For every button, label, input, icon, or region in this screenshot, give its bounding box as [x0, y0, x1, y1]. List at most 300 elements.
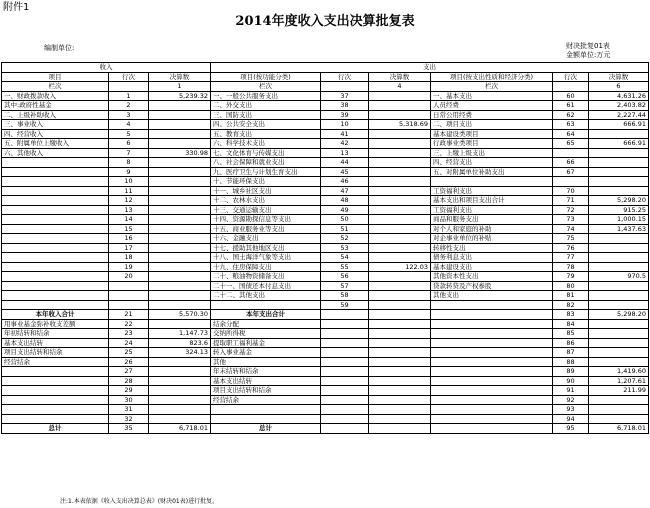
income-item-cell — [2, 291, 109, 301]
function-item-cell: 十六、金融支出 — [211, 234, 321, 244]
income-line-cell: 27 — [109, 367, 149, 377]
function-item-cell: 五、教育支出 — [211, 129, 321, 139]
income-item-cell: 四、经营收入 — [2, 129, 109, 139]
income-line-cell: 16 — [109, 234, 149, 244]
function-item-cell: 其他 — [211, 357, 321, 367]
header-cell: 6 — [589, 82, 649, 92]
income-amount-cell — [149, 158, 211, 168]
economic-amount-cell: 666.91 — [589, 139, 649, 149]
economic-item-cell — [431, 338, 553, 348]
income-amount-cell — [149, 272, 211, 282]
function-amount-cell — [369, 139, 431, 149]
income-amount-cell — [149, 253, 211, 263]
function-amount-cell — [369, 110, 431, 120]
economic-item-cell: 五、对附属单位补助支出 — [431, 167, 553, 177]
economic-amount-cell — [589, 338, 649, 348]
economic-line-cell: 95 — [553, 424, 589, 434]
table-row — [2, 367, 649, 377]
income-amount-cell — [149, 186, 211, 196]
income-line-cell: 1 — [109, 91, 149, 101]
economic-amount-cell: 1,437.63 — [589, 224, 649, 234]
income-line-cell: 25 — [109, 348, 149, 358]
function-item-cell: 九、医疗卫生与计划生育支出 — [211, 167, 321, 177]
function-amount-cell — [369, 405, 431, 415]
income-item-cell — [2, 205, 109, 215]
header-row — [2, 72, 649, 82]
header-cell: 行次 — [553, 72, 589, 82]
economic-item-cell: 基本建设支出 — [431, 262, 553, 272]
economic-line-cell: 84 — [553, 319, 589, 329]
header-cell: 行次 — [321, 72, 369, 82]
function-line-cell: 38 — [321, 101, 369, 111]
economic-amount-cell — [589, 167, 649, 177]
table-row — [2, 101, 649, 111]
economic-item-cell: 三、上缴上级支出 — [431, 148, 553, 158]
economic-amount-cell: 1,000.15 — [589, 215, 649, 225]
economic-line-cell: 91 — [553, 386, 589, 396]
function-amount-cell — [369, 215, 431, 225]
economic-amount-cell: 5,298.20 — [589, 310, 649, 320]
function-item-cell: 十七、援助其他地区支出 — [211, 243, 321, 253]
income-amount-cell — [149, 196, 211, 206]
economic-line-cell: 83 — [553, 310, 589, 320]
income-item-cell — [2, 224, 109, 234]
income-item-cell: 三、事业收入 — [2, 120, 109, 130]
function-item-cell: 七、文化体育与传媒支出 — [211, 148, 321, 158]
economic-item-cell: 对企事业单位的补贴 — [431, 234, 553, 244]
function-amount-cell — [369, 338, 431, 348]
economic-item-cell — [431, 329, 553, 339]
income-amount-cell — [149, 177, 211, 187]
economic-line-cell: 65 — [553, 139, 589, 149]
economic-amount-cell — [589, 319, 649, 329]
economic-amount-cell — [589, 291, 649, 301]
income-amount-cell: 1,147.73 — [149, 329, 211, 339]
approval-table — [1, 62, 649, 434]
function-amount-cell — [369, 319, 431, 329]
economic-line-cell: 88 — [553, 357, 589, 367]
income-line-cell: 11 — [109, 186, 149, 196]
function-amount-cell — [369, 300, 431, 310]
function-line-cell — [321, 376, 369, 386]
income-line-cell: 31 — [109, 405, 149, 415]
income-amount-cell — [149, 215, 211, 225]
function-amount-cell — [369, 376, 431, 386]
header-cell: 栏次 — [2, 82, 109, 92]
income-line-cell: 20 — [109, 272, 149, 282]
function-amount-cell — [369, 272, 431, 282]
income-section-label: 收入 — [2, 63, 211, 73]
economic-line-cell: 86 — [553, 338, 589, 348]
function-line-cell: 45 — [321, 167, 369, 177]
economic-amount-cell: 915.25 — [589, 205, 649, 215]
economic-item-cell: 日常公用经费 — [431, 110, 553, 120]
economic-line-cell: 73 — [553, 215, 589, 225]
function-item-cell: 结余分配 — [211, 319, 321, 329]
table-row — [2, 300, 649, 310]
economic-item-cell: 对个人和家庭的补助 — [431, 224, 553, 234]
economic-amount-cell — [589, 414, 649, 424]
function-item-cell: 二、外交支出 — [211, 101, 321, 111]
income-item-cell — [2, 167, 109, 177]
economic-amount-cell — [589, 262, 649, 272]
header-cell: 决算数 — [149, 72, 211, 82]
income-amount-cell — [149, 205, 211, 215]
economic-item-cell — [431, 386, 553, 396]
function-item-cell: 二十一、国债还本付息支出 — [211, 281, 321, 291]
function-amount-cell — [369, 234, 431, 244]
economic-amount-cell: 666.91 — [589, 120, 649, 130]
form-code: 财决批复01表 — [566, 42, 610, 50]
function-item-cell — [211, 300, 321, 310]
table-row — [2, 253, 649, 263]
economic-amount-cell — [589, 186, 649, 196]
income-item-cell — [2, 272, 109, 282]
function-item-cell: 提取职工福利基金 — [211, 338, 321, 348]
income-item-cell — [2, 376, 109, 386]
economic-line-cell: 79 — [553, 272, 589, 282]
economic-amount-cell — [589, 329, 649, 339]
function-amount-cell — [369, 367, 431, 377]
economic-amount-cell: 4,631.26 — [589, 91, 649, 101]
income-amount-cell — [149, 129, 211, 139]
income-item-cell: 本年收入合计 — [2, 310, 109, 320]
economic-item-cell: 贷款转贷及产权参股 — [431, 281, 553, 291]
table-row — [2, 129, 649, 139]
economic-item-cell: 商品和服务支出 — [431, 215, 553, 225]
economic-line-cell: 67 — [553, 167, 589, 177]
header-cell: 1 — [149, 82, 211, 92]
economic-line-cell: 71 — [553, 196, 589, 206]
function-amount-cell: 5,318.69 — [369, 120, 431, 130]
header-cell: 项目(按功能分类) — [211, 72, 321, 82]
income-item-cell — [2, 395, 109, 405]
economic-line-cell: 78 — [553, 262, 589, 272]
economic-amount-cell: 6,718.01 — [589, 424, 649, 434]
economic-amount-cell — [589, 357, 649, 367]
function-item-cell: 转入事业基金 — [211, 348, 321, 358]
economic-line-cell: 80 — [553, 281, 589, 291]
function-line-cell: 59 — [321, 300, 369, 310]
function-amount-cell — [369, 310, 431, 320]
function-amount-cell — [369, 253, 431, 263]
income-line-cell: 14 — [109, 215, 149, 225]
function-line-cell: 42 — [321, 139, 369, 149]
income-amount-cell — [149, 139, 211, 149]
economic-line-cell: 74 — [553, 224, 589, 234]
function-line-cell — [321, 329, 369, 339]
function-item-cell: 经营结余 — [211, 395, 321, 405]
table-row — [2, 319, 649, 329]
table-row — [2, 177, 649, 187]
function-line-cell — [321, 424, 369, 434]
economic-line-cell: 90 — [553, 376, 589, 386]
income-amount-cell — [149, 405, 211, 415]
table-row — [2, 348, 649, 358]
economic-item-cell: 四、经营支出 — [431, 158, 553, 168]
table-row — [2, 110, 649, 120]
income-line-cell: 6 — [109, 139, 149, 149]
income-item-cell: 项目支出结转和结余 — [2, 348, 109, 358]
economic-line-cell: 85 — [553, 329, 589, 339]
function-amount-cell — [369, 281, 431, 291]
function-item-cell — [211, 414, 321, 424]
economic-amount-cell — [589, 158, 649, 168]
function-amount-cell — [369, 177, 431, 187]
function-line-cell — [321, 386, 369, 396]
function-amount-cell — [369, 424, 431, 434]
economic-line-cell: 87 — [553, 348, 589, 358]
function-item-cell — [211, 405, 321, 415]
economic-line-cell: 62 — [553, 110, 589, 120]
income-line-cell: 15 — [109, 224, 149, 234]
function-line-cell: 44 — [321, 158, 369, 168]
economic-line-cell: 63 — [553, 120, 589, 130]
economic-item-cell: 二、项目支出 — [431, 120, 553, 130]
income-item-cell: 其中:政府性基金 — [2, 101, 109, 111]
income-line-cell: 22 — [109, 319, 149, 329]
economic-item-cell: 工资福利支出 — [431, 205, 553, 215]
income-amount-cell — [149, 300, 211, 310]
economic-line-cell: 76 — [553, 243, 589, 253]
income-line-cell: 4 — [109, 120, 149, 130]
income-amount-cell — [149, 120, 211, 130]
income-line-cell: 32 — [109, 414, 149, 424]
income-item-cell — [2, 234, 109, 244]
function-line-cell: 52 — [321, 234, 369, 244]
income-line-cell — [109, 281, 149, 291]
income-line-cell: 7 — [109, 148, 149, 158]
function-line-cell: 58 — [321, 291, 369, 301]
function-line-cell: 49 — [321, 205, 369, 215]
income-amount-cell — [149, 357, 211, 367]
economic-line-cell: 89 — [553, 367, 589, 377]
table-row — [2, 338, 649, 348]
income-line-cell: 24 — [109, 338, 149, 348]
function-line-cell — [321, 367, 369, 377]
function-item-cell: 十四、资源勘探信息等支出 — [211, 215, 321, 225]
table-row — [2, 215, 649, 225]
function-line-cell: 41 — [321, 129, 369, 139]
table-row — [2, 424, 649, 434]
economic-item-cell — [431, 414, 553, 424]
function-line-cell — [321, 414, 369, 424]
income-amount-cell: 330.98 — [149, 148, 211, 158]
income-amount-cell — [149, 167, 211, 177]
header-cell — [321, 82, 369, 92]
economic-item-cell: 工资福利支出 — [431, 186, 553, 196]
economic-item-cell — [431, 300, 553, 310]
function-line-cell: 50 — [321, 215, 369, 225]
function-line-cell: 39 — [321, 110, 369, 120]
function-item-cell: 一、一般公共服务支出 — [211, 91, 321, 101]
function-item-cell: 十三、交通运输支出 — [211, 205, 321, 215]
table-row — [2, 272, 649, 282]
function-line-cell: 46 — [321, 177, 369, 187]
income-item-cell: 基本支出结转 — [2, 338, 109, 348]
function-item-cell: 三、国防支出 — [211, 110, 321, 120]
economic-line-cell: 92 — [553, 395, 589, 405]
function-item-cell: 年末结转和结余 — [211, 367, 321, 377]
function-amount-cell — [369, 224, 431, 234]
income-amount-cell — [149, 376, 211, 386]
income-amount-cell — [149, 234, 211, 244]
economic-line-cell — [553, 148, 589, 158]
economic-item-cell — [431, 319, 553, 329]
economic-item-cell — [431, 348, 553, 358]
economic-item-cell: 转移性支出 — [431, 243, 553, 253]
income-item-cell — [2, 177, 109, 187]
table-row — [2, 205, 649, 215]
economic-amount-cell — [589, 148, 649, 158]
income-line-cell: 10 — [109, 177, 149, 187]
table-row — [2, 376, 649, 386]
table-row — [2, 329, 649, 339]
header-row — [2, 82, 649, 92]
income-amount-cell — [149, 319, 211, 329]
economic-item-cell — [431, 310, 553, 320]
economic-amount-cell: 1,207.61 — [589, 376, 649, 386]
function-amount-cell — [369, 357, 431, 367]
income-item-cell — [2, 300, 109, 310]
economic-item-cell: 人员经费 — [431, 101, 553, 111]
income-line-cell: 19 — [109, 262, 149, 272]
economic-amount-cell — [589, 405, 649, 415]
economic-amount-cell: 5,298.20 — [589, 196, 649, 206]
table-row — [2, 291, 649, 301]
table-row — [2, 91, 649, 101]
income-item-cell — [2, 196, 109, 206]
income-line-cell: 12 — [109, 196, 149, 206]
function-amount-cell — [369, 101, 431, 111]
header-cell: 行次 — [109, 72, 149, 82]
header-cell — [553, 82, 589, 92]
function-item-cell: 八、社会保障和就业支出 — [211, 158, 321, 168]
function-amount-cell — [369, 291, 431, 301]
economic-amount-cell — [589, 253, 649, 263]
income-amount-cell — [149, 291, 211, 301]
income-amount-cell: 5,239.32 — [149, 91, 211, 101]
function-line-cell: 13 — [321, 148, 369, 158]
economic-line-cell: 72 — [553, 205, 589, 215]
function-amount-cell — [369, 386, 431, 396]
function-line-cell — [321, 395, 369, 405]
function-line-cell: 37 — [321, 91, 369, 101]
function-amount-cell — [369, 129, 431, 139]
function-line-cell: 55 — [321, 262, 369, 272]
header-cell: 栏次 — [211, 82, 321, 92]
economic-line-cell: 93 — [553, 405, 589, 415]
function-item-cell: 十五、商业服务业等支出 — [211, 224, 321, 234]
function-amount-cell — [369, 158, 431, 168]
function-item-cell: 交纳所得税 — [211, 329, 321, 339]
income-line-cell: 35 — [109, 424, 149, 434]
income-item-cell: 用事业基金弥补收支差额 — [2, 319, 109, 329]
function-line-cell — [321, 338, 369, 348]
function-line-cell: 48 — [321, 196, 369, 206]
function-amount-cell — [369, 395, 431, 405]
header-cell: 栏次 — [431, 82, 553, 92]
economic-amount-cell — [589, 234, 649, 244]
income-line-cell: 21 — [109, 310, 149, 320]
income-item-cell — [2, 215, 109, 225]
income-line-cell — [109, 300, 149, 310]
table-row — [2, 196, 649, 206]
income-amount-cell: 324.13 — [149, 348, 211, 358]
income-amount-cell — [149, 281, 211, 291]
economic-line-cell: 61 — [553, 101, 589, 111]
economic-line-cell: 64 — [553, 129, 589, 139]
income-item-cell — [2, 386, 109, 396]
income-line-cell: 18 — [109, 253, 149, 263]
economic-line-cell — [553, 177, 589, 187]
function-item-cell: 项目支出结转和结余 — [211, 386, 321, 396]
economic-item-cell: 债务利息支出 — [431, 253, 553, 263]
table-row — [2, 120, 649, 130]
economic-line-cell: 82 — [553, 300, 589, 310]
function-item-cell: 十八、国土海洋气象等支出 — [211, 253, 321, 263]
table-row — [2, 386, 649, 396]
function-line-cell: 51 — [321, 224, 369, 234]
function-amount-cell — [369, 148, 431, 158]
economic-item-cell: 基本支出和项目支出合计 — [431, 196, 553, 206]
economic-line-cell: 94 — [553, 414, 589, 424]
function-item-cell: 二十二、其他支出 — [211, 291, 321, 301]
economic-amount-cell: 1,419.60 — [589, 367, 649, 377]
expense-section-label: 支出 — [211, 63, 649, 73]
income-item-cell: 二、上级补助收入 — [2, 110, 109, 120]
income-amount-cell: 5,570.30 — [149, 310, 211, 320]
income-item-cell — [2, 367, 109, 377]
economic-item-cell: 一、基本支出 — [431, 91, 553, 101]
economic-item-cell: 其他资本性支出 — [431, 272, 553, 282]
economic-item-cell — [431, 177, 553, 187]
function-amount-cell — [369, 205, 431, 215]
income-line-cell: 8 — [109, 158, 149, 168]
function-line-cell: 53 — [321, 243, 369, 253]
economic-item-cell — [431, 405, 553, 415]
function-line-cell: 47 — [321, 186, 369, 196]
income-line-cell: 28 — [109, 376, 149, 386]
income-item-cell — [2, 243, 109, 253]
function-amount-cell — [369, 196, 431, 206]
economic-amount-cell — [589, 243, 649, 253]
economic-line-cell: 75 — [553, 234, 589, 244]
income-line-cell: 5 — [109, 129, 149, 139]
income-item-cell: 经营结余 — [2, 357, 109, 367]
income-line-cell: 3 — [109, 110, 149, 120]
economic-item-cell: 行政事业类项目 — [431, 139, 553, 149]
income-item-cell — [2, 186, 109, 196]
function-amount-cell: 122.03 — [369, 262, 431, 272]
table-row — [2, 234, 649, 244]
income-line-cell — [109, 291, 149, 301]
income-item-cell: 一、财政拨款收入 — [2, 91, 109, 101]
income-amount-cell — [149, 395, 211, 405]
table-row — [2, 405, 649, 415]
function-amount-cell — [369, 91, 431, 101]
income-item-cell — [2, 281, 109, 291]
economic-item-cell — [431, 367, 553, 377]
economic-amount-cell: 211.99 — [589, 386, 649, 396]
income-line-cell: 17 — [109, 243, 149, 253]
page-title: 2014年度收入支出决算批复表 — [235, 14, 415, 29]
table-row — [2, 167, 649, 177]
amount-unit: 金额单位:万元 — [566, 51, 611, 59]
table-row — [2, 310, 649, 320]
function-line-cell: 57 — [321, 281, 369, 291]
function-item-cell: 本年支出合计 — [211, 310, 321, 320]
